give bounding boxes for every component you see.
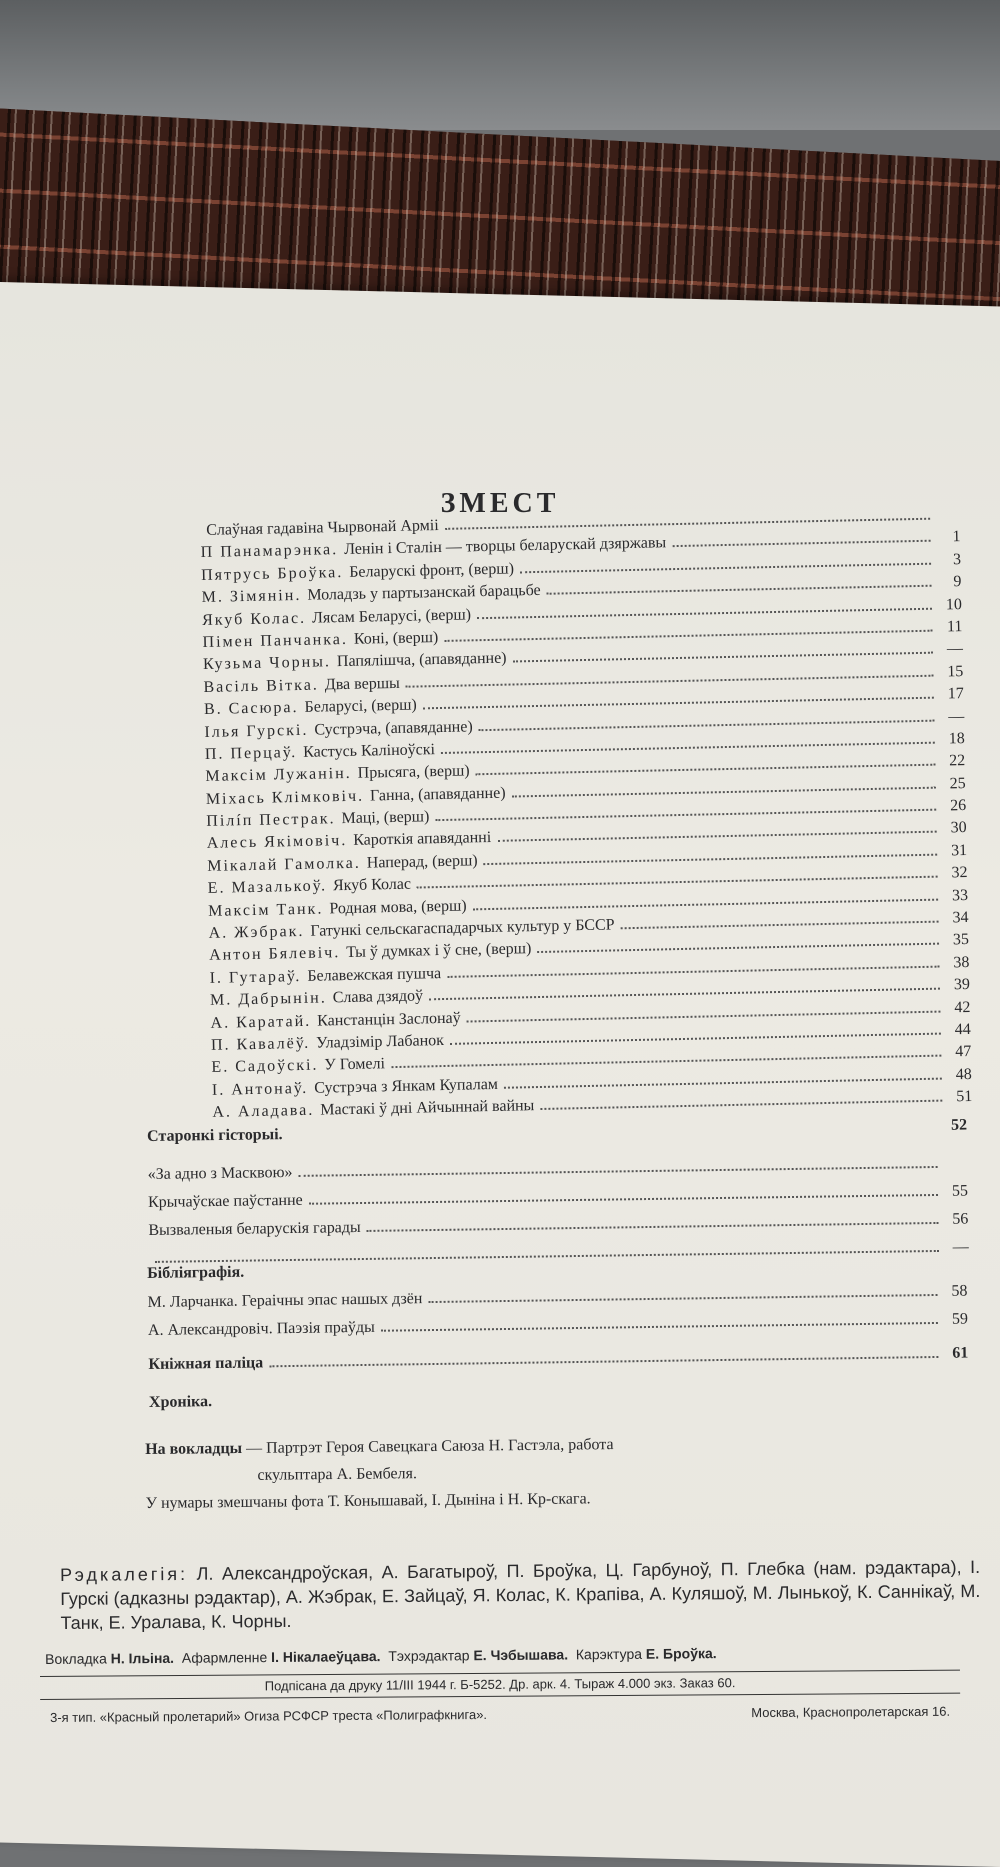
leader-dots [512, 786, 936, 797]
photos-note: У нумары змешчаны фота Т. Конышавай, І. Дыніна і Н. Кр-скага. [146, 1481, 966, 1517]
toc-page: — [940, 706, 964, 728]
toc-author: І. Антонаў. [212, 1078, 309, 1102]
leader-dots [269, 1356, 938, 1367]
editorial-label: Рэдкалегія: [60, 1564, 188, 1585]
toc-page: 34 [944, 907, 968, 929]
toc-title: Маці, (верш) [341, 806, 429, 830]
toc-author: А. Аладава. [212, 1100, 314, 1124]
toc-page: 48 [948, 1064, 972, 1086]
cover-artist-label: Вокладка [45, 1650, 107, 1667]
toc-title: Ганна, (апавяданне) [370, 782, 506, 807]
toc-author: А. Жэбрак. [208, 921, 304, 945]
toc-page: 32 [943, 862, 967, 884]
toc-title: Якуб Колас [333, 874, 411, 898]
toc-title: Беларускі фронт, (верш) [349, 558, 514, 583]
cover-artist-name: Н. Ільіна. [111, 1650, 174, 1667]
toc-author: В. Сасюра. [204, 697, 299, 721]
toc-page: 39 [946, 974, 970, 996]
toc-page: 44 [947, 1019, 971, 1041]
toc-title: Гатункі сельскагаспадарчых культур у БССР [310, 914, 615, 942]
toc-title: Белавежская пушча [307, 963, 441, 988]
toc-author: Максім Лужанін. [205, 763, 352, 788]
toc-page: 17 [940, 683, 964, 705]
toc-page: 22 [941, 750, 965, 772]
bibliography-title: А. Александровіч. Паэзія праўды [148, 1319, 375, 1340]
toc-title: Наперад, (верш) [367, 850, 478, 874]
leader-dots [477, 607, 932, 619]
toc-title: Сустрэча з Янкам Купалам [314, 1074, 498, 1100]
bibliography-page: 58 [943, 1283, 967, 1301]
history-page: 55 [944, 1183, 968, 1201]
printer-imprint [50, 1702, 950, 1728]
editorial-text: Л. Александроўская, А. Багатыроў, П. Броўка, Ц. Гарбуноў, П. Глебка (нам. рэдактара), І. Гурскі (адказны рэдактар), А. Жэбрак, Е. Зайцаў, Я. Колас, К. Крапіва, А. Куляшоў, М. Лынькоў, К. Саннікаў, М. Танк, Е. Уралава, К. Чорны. [60, 1557, 980, 1633]
printer-left: 3-я тип. «Красный пролетарий» Огиза РСФСР треста «Полиграфкнига». [50, 1705, 487, 1728]
toc-author: Кузьма Чорны. [203, 652, 331, 677]
cover-label: На вокладцы [145, 1440, 242, 1458]
toc-page: 3 [937, 549, 961, 571]
editorial-board [60, 1555, 981, 1635]
design-label: Афармленне [182, 1649, 268, 1666]
history-heading-page: 52 [943, 1117, 967, 1135]
bibliography-section [147, 1251, 969, 1422]
toc-page: 31 [943, 840, 967, 862]
toc-author: Ілья Гурскі. [204, 719, 308, 743]
toc-title: Родная мова, (верш) [329, 895, 467, 920]
toc-title: Мастакі ў дні Айчыннай вайны [320, 1095, 535, 1121]
printer-right: Москва, Краснопролетарская 16. [751, 1702, 950, 1723]
toc-title: У Гомелі [324, 1054, 385, 1077]
toc-author: Е. Мазалькоў. [208, 876, 328, 900]
bibliography-title: М. Ларчанка. Гераічны эпас нашых дзён [147, 1290, 422, 1312]
cover-line1: — Партрэт Героя Савецкага Саюза Н. Гастэла, работа [246, 1436, 614, 1457]
leader-dots [367, 1222, 939, 1232]
leader-dots [309, 1194, 938, 1205]
toc-author: Якуб Колас. [202, 607, 306, 631]
toc-author: Мікалай Гамолка. [207, 853, 361, 878]
cover-note [145, 1427, 966, 1517]
history-title: «За адно з Масквою» [148, 1164, 293, 1184]
toc-title: Сустрэча, (апавяданне) [314, 716, 473, 741]
leader-dots [484, 853, 937, 864]
toc-title: Кароткія апавяданні [353, 827, 491, 852]
leader-dots [621, 921, 939, 930]
leader-dots [504, 1077, 942, 1088]
toc-page: 38 [945, 952, 969, 974]
history-page: 56 [944, 1211, 968, 1229]
toc-author: Пімен Панчанка. [202, 629, 348, 654]
leader-dots [381, 1322, 938, 1332]
history-heading: Старонкі гісторыі. [147, 1126, 283, 1146]
leader-dots [428, 1294, 937, 1303]
toc-page: 11 [938, 616, 962, 638]
toc-author: Е. Садоўскі. [211, 1055, 318, 1079]
toc-title: Ленін і Сталін — творцы беларускай дзяржавы [344, 533, 667, 562]
tech-editor-label: Тэхрэдактар [388, 1647, 469, 1664]
toc-title: Кастусь Каліноўскі [303, 739, 435, 764]
toc-page: 18 [941, 728, 965, 750]
page-title: ЗМЕСТ [0, 488, 1000, 520]
toc-page: 35 [945, 929, 969, 951]
leader-dots [672, 540, 930, 547]
toc-title: Беларусі, (верш) [304, 695, 417, 719]
toc-author: П Панамарэнка. [200, 540, 338, 565]
toc-author: Васіль Вітка. [203, 674, 319, 698]
toc-author: Пятрусь Броўка. [201, 562, 344, 587]
design-name: І. Нікалаеўцава. [271, 1648, 381, 1665]
toc-page: — [939, 638, 963, 660]
toc-page: 25 [941, 773, 965, 795]
leader-dots [513, 652, 933, 663]
bibliography-heading: Бібліяграфія. [147, 1251, 967, 1294]
toc-title: Слаўная гадавіна Чырвонай Арміі [206, 515, 439, 542]
tech-editor-name: Е. Чэбышава. [473, 1646, 568, 1663]
toc-page: 51 [948, 1086, 972, 1108]
bibliography-page: 59 [944, 1311, 968, 1329]
toc-page: 26 [942, 795, 966, 817]
leader-dots [540, 1100, 942, 1110]
bookshelf-title: Кніжная паліца [148, 1354, 263, 1374]
toc-title: Папялішча, (апавяданне) [337, 648, 507, 674]
toc-author: Алесь Якімовіч. [207, 830, 348, 855]
toc-page: 42 [946, 997, 970, 1019]
toc-title: Слава дзядоў [333, 986, 424, 1010]
table-of-contents [200, 504, 972, 1124]
toc-author: М. Зімянін. [201, 585, 301, 609]
toc-author: Пілíп Пестрак. [206, 808, 336, 833]
toc-page: 47 [947, 1041, 971, 1063]
toc-page: 33 [944, 885, 968, 907]
leader-dots [547, 585, 932, 595]
proofreading-name: Е. Броўка. [646, 1645, 717, 1662]
toc-page: 10 [938, 594, 962, 616]
toc-page: 9 [937, 571, 961, 593]
toc-author: П. Перцаў. [205, 742, 298, 766]
chronicle-title: Хроніка. [149, 1393, 212, 1412]
proofreading-label: Карэктура [576, 1646, 642, 1663]
toc-title: Моладзь у партызанскай барацьбе [307, 580, 541, 607]
leader-dots [299, 1166, 938, 1177]
leader-dots [537, 943, 939, 953]
toc-author: Максім Танк. [208, 898, 324, 922]
history-title: Вызваленыя беларускія гарады [148, 1219, 361, 1240]
toc-author: А. Каратай. [210, 1010, 311, 1034]
toc-page: 30 [942, 817, 966, 839]
toc-page [936, 519, 960, 520]
toc-title: Уладзімір Лабанок [316, 1030, 444, 1055]
toc-title: Канстанцін Заслонаў [317, 1007, 461, 1032]
credits-line [45, 1640, 995, 1670]
toc-page: 15 [939, 661, 963, 683]
toc-title: Два вершы [325, 673, 400, 697]
leader-dots [497, 831, 936, 842]
history-page: — [945, 1239, 969, 1257]
print-signature: Подпісана да друку 11/III 1944 г. Б-5252. Др. арк. 4. Тыраж 4.000 экз. Заказ 60. [40, 1670, 960, 1700]
toc-title: Лясам Беларусі, (верш) [312, 604, 471, 629]
toc-page: 1 [936, 526, 960, 548]
toc-author: М. Дабрынін. [210, 988, 327, 1012]
toc-author: Антон Бялевіч. [209, 943, 341, 968]
bookshelf-page: 61 [944, 1345, 968, 1363]
toc-title: Коні, (верш) [354, 627, 439, 651]
toc-author: І. Гутараў. [209, 966, 301, 990]
toc-title: Ты ў думках і ў сне, (верш) [346, 939, 532, 965]
toc-title: Прысяга, (верш) [357, 761, 469, 785]
toc-author: П. Кавалёў. [211, 1033, 311, 1057]
cover-line2: скульптара А. Бембеля. [145, 1454, 965, 1490]
history-title: Крычаўскае паўстанне [148, 1192, 303, 1212]
leader-dots [520, 562, 931, 573]
toc-author: Міхась Клімковіч. [206, 785, 365, 810]
